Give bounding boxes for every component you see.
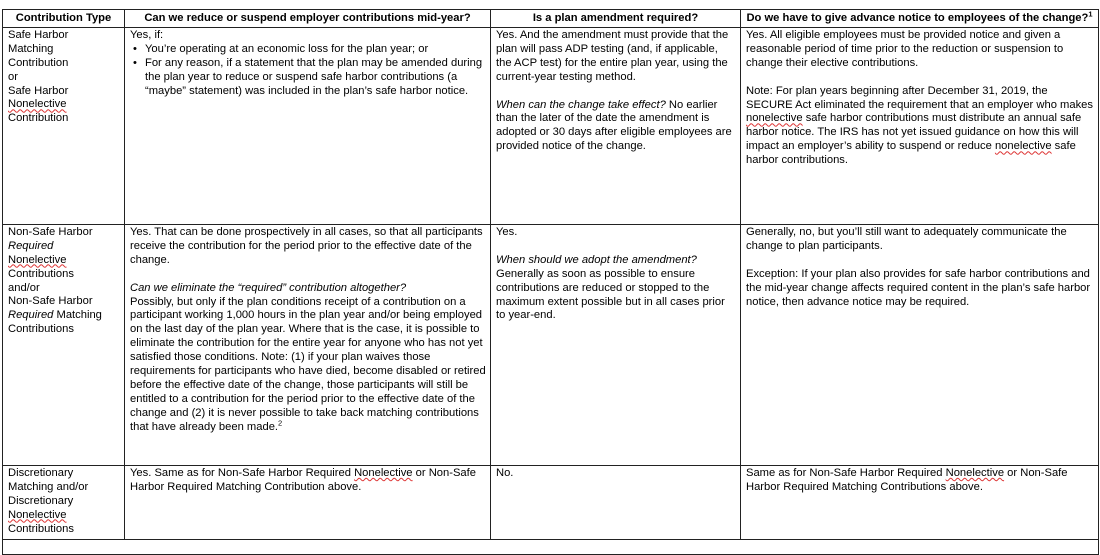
header-contribution-type: Contribution Type <box>3 10 125 28</box>
contribution-table <box>2 9 1099 555</box>
list-item: • For any reason, if a statement that the plan may be amended during the plan year to reduce or suspend safe harbor contributions (a “maybe” statement) was included in the plan’s safe harbor notice. <box>145 57 486 99</box>
list-item: • You’re operating at an economic loss for the plan year; or <box>145 43 486 57</box>
table-bottom-edge <box>3 540 1099 555</box>
row1-reduce-cell: Yes, if: • You’re operating at an economic loss for the plan year; or • For any reason, if a statement that the plan may be amended during the plan year to reduce or suspend safe harbor contributions (a “maybe” statement) was included in the plan’s safe harbor notice. <box>125 27 491 224</box>
footnote-1-marker: 1 <box>1088 9 1093 19</box>
header-row <box>3 10 1099 28</box>
row1-type-cell: Safe Harbor Matching Contribution or Safe Harbor Nonelective Contribution <box>3 27 125 224</box>
table-row <box>3 224 1099 465</box>
header-amendment: Is a plan amendment required? <box>491 10 741 28</box>
header-reduce-suspend: Can we reduce or suspend employer contributions mid-year? <box>125 10 491 28</box>
row2-notice-cell: Generally, no, but you’ll still want to adequately communicate the change to plan participants. Exception: If your plan also provides for safe harbor contributions and the mid-year change affects required content in the plan’s safe harbor notice, then advance notice may be required. <box>741 224 1099 465</box>
table-row <box>3 465 1099 540</box>
row3-amendment-cell: No. <box>491 465 741 540</box>
empty-footer-cell <box>3 540 1099 555</box>
row3-notice-cell: Same as for Non-Safe Harbor Required Nonelective or Non-Safe Harbor Required Matching Contributions above. <box>741 465 1099 540</box>
table-row <box>3 27 1099 224</box>
header-advance-notice: Do we have to give advance notice to employees of the change?$^1$ <box>741 10 1099 28</box>
row2-reduce-cell: Yes. That can be done prospectively in all cases, so that all participants receive the contribution for the period prior to the effective date of the change. Can we eliminate the “required” contribution altogether? Possibly, but only if the plan conditions receipt of a contribution on a participant working 1,000 hours in the plan year and/or being employed on the last day of the plan year. Where that is the case, it is possible to eliminate the contribution for the entire year for anyone who has not yet satisfied those conditions. Note: (1) if your plan waives those requirements for participants who have died, become disabled or retired before the effective date of the change, those participants will still be entitled to a contribution for the period prior to the effective date of the change and (2) it is never possible to take back matching contributions that have already been made.$^2$ <box>125 224 491 465</box>
row2-type-cell: Non-Safe Harbor Required Nonelective Contributions and/or Non-Safe Harbor Required Matching Contributions <box>3 224 125 465</box>
row3-reduce-cell: Yes. Same as for Non-Safe Harbor Required Nonelective or Non-Safe Harbor Required Matching Contribution above. <box>125 465 491 540</box>
footnote-2-marker: 2 <box>278 417 283 427</box>
row1-amendment-cell: Yes. And the amendment must provide that the plan will pass ADP testing (and, if applicable, the ACP test) for the entire plan year, using the current-year testing method. When can the change take effect? No earlier than the later of the date the amendment is adopted or 30 days after eligible employees are provided notice of the change. <box>491 27 741 224</box>
conditions-list <box>130 43 486 99</box>
row2-amendment-cell: Yes. When should we adopt the amendment? Generally as soon as possible to ensure contributions are reduced or stopped to the maximum extent possible but in all cases prior to year-end. <box>491 224 741 465</box>
row1-notice-cell: Yes. All eligible employees must be provided notice and given a reasonable period of time prior to the reduction or suspension to change their elective contributions. Note: For plan years beginning after December 31, 2019, the SECURE Act eliminated the requirement that an employer who makes nonelective safe harbor contributions must distribute an annual safe harbor notice. The IRS has not yet issued guidance on how this will impact an employer’s ability to suspend or reduce nonelective safe harbor contributions. <box>741 27 1099 224</box>
row3-type-cell: Discretionary Matching and/or Discretionary Nonelective Contributions <box>3 465 125 540</box>
